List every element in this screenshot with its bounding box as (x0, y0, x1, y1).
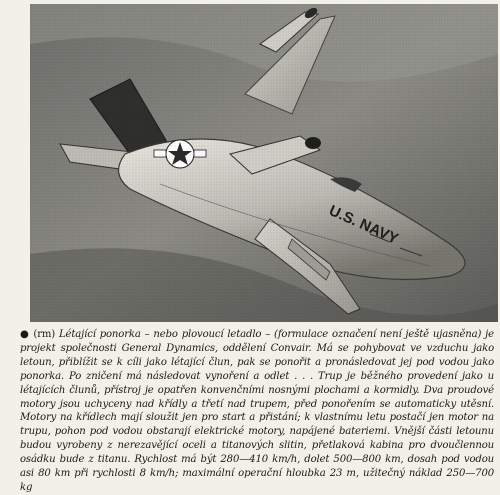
bullet-marker: ● (20, 329, 30, 340)
flying-submarine-illustration (30, 4, 498, 322)
article-caption (20, 328, 494, 495)
article-body: Létající ponorka – nebo plovoucí letadlo – (formulace označení není ještě ujasněna) je projekt společnosti General Dynamics, oddělení Convair. Má se pohybovat ve vzduchu jako letoun, přiblížit se k cíli jako létající člun, pak se ponořit a pronásledovat jej pod vodou jako ponorka. Po zničení má následovat vynoření a odlet . . . Trup je běžného provedení jako u létajících člunů, přístroj je opatřen konvenčními nosnými plochami a kormidly. Dva proudové motory jsou uchyceny nad křídly a třetí nad trupem, před ponořením se automaticky utěsní. Motory na křídlech mají sloužit jen pro start a přistání; k vlastnímu letu postačí jen motor na trupu, pohon pod vodou obstarají elektrické motory, napájené bateriemi. Vnější části letounu budou vyrobeny z nerezavějící oceli a titanových slitin, přetlaková kabina pro dvoučlennou osádku bude z titanu. Rychlost má být 280—410 km/h, dolet 500—800 km, dosah pod vodou asi 80 km při rychlosti 8 km/h; maximální operační hloubka 23 m, užitečný náklad 250—700 kg (20, 329, 494, 493)
aircraft-photo (30, 4, 498, 322)
author-initials: (rm) (33, 329, 56, 340)
